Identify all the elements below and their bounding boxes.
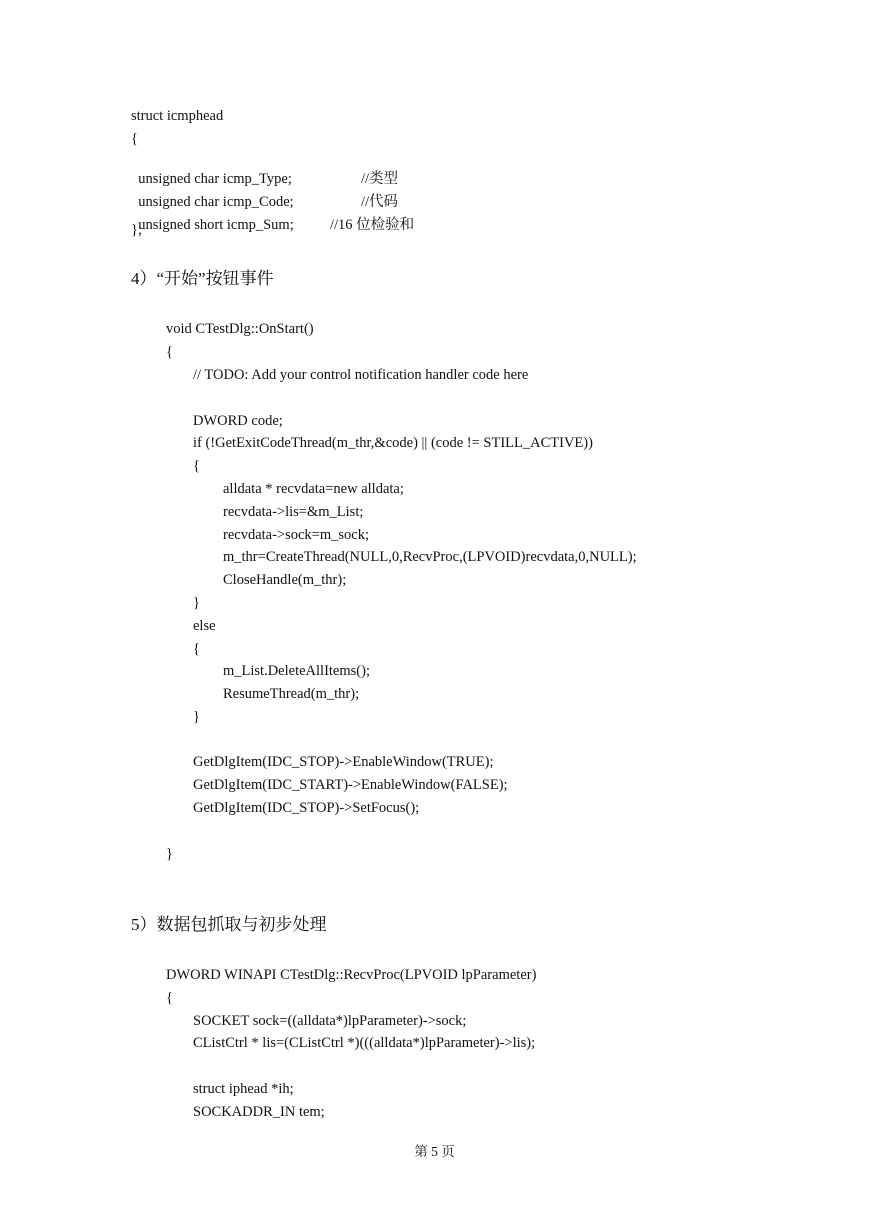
code-line: { [166, 990, 173, 1006]
code-line: SOCKET sock=((alldata*)lpParameter)->sock; [193, 1013, 467, 1029]
code-line: DWORD code; [193, 413, 283, 429]
code-line: } [166, 846, 173, 862]
code-line: ResumeThread(m_thr); [223, 686, 360, 702]
code-line: { [166, 344, 173, 360]
code-line: recvdata->sock=m_sock; [223, 527, 369, 543]
code-line: { [193, 641, 200, 657]
code-line: SOCKADDR_IN tem; [193, 1104, 325, 1120]
code-line: GetDlgItem(IDC_START)->EnableWindow(FALSE); [193, 777, 508, 793]
code-text: unsigned char icmp_Type; [138, 171, 292, 187]
code-line: alldata * recvdata=new alldata; [223, 481, 404, 497]
code-line: if (!GetExitCodeThread(m_thr,&code) || (code != STILL_ACTIVE)) [193, 435, 593, 451]
code-line: } [193, 595, 200, 611]
code-line: struct icmphead [131, 108, 224, 124]
code-line: GetDlgItem(IDC_STOP)->EnableWindow(TRUE); [193, 754, 494, 770]
code-line: { [131, 131, 138, 147]
code-line: CloseHandle(m_thr); [223, 572, 347, 588]
code-line: // TODO: Add your control notification handler code here [193, 367, 529, 383]
page-number: 第 5 页 [414, 1144, 455, 1159]
section-heading: 4）“开始”按钮事件 [131, 269, 274, 288]
code-line: void CTestDlg::OnStart() [166, 321, 314, 337]
code-line: m_thr=CreateThread(NULL,0,RecvProc,(LPVOID)recvdata,0,NULL); [223, 549, 637, 565]
code-line: else [193, 618, 216, 634]
code-line: }; [131, 222, 142, 238]
code-line: GetDlgItem(IDC_STOP)->SetFocus(); [193, 800, 420, 816]
code-comment: //代码 [361, 194, 399, 210]
code-line: m_List.DeleteAllItems(); [223, 663, 370, 679]
code-comment: //16 位检验和 [330, 217, 415, 233]
code-line: struct iphead *ih; [193, 1081, 294, 1097]
code-line: recvdata->lis=&m_List; [223, 504, 364, 520]
code-line: DWORD WINAPI CTestDlg::RecvProc(LPVOID lpParameter) [166, 967, 537, 983]
code-text: unsigned char icmp_Code; [138, 194, 294, 210]
code-text: unsigned short icmp_Sum; [138, 217, 294, 233]
section-heading: 5）数据包抓取与初步处理 [131, 915, 327, 934]
code-line: } [193, 709, 200, 725]
code-line: CListCtrl * lis=(CListCtrl *)(((alldata*)lpParameter)->lis); [193, 1035, 536, 1051]
code-line: { [193, 458, 200, 474]
code-comment: //类型 [361, 171, 399, 187]
